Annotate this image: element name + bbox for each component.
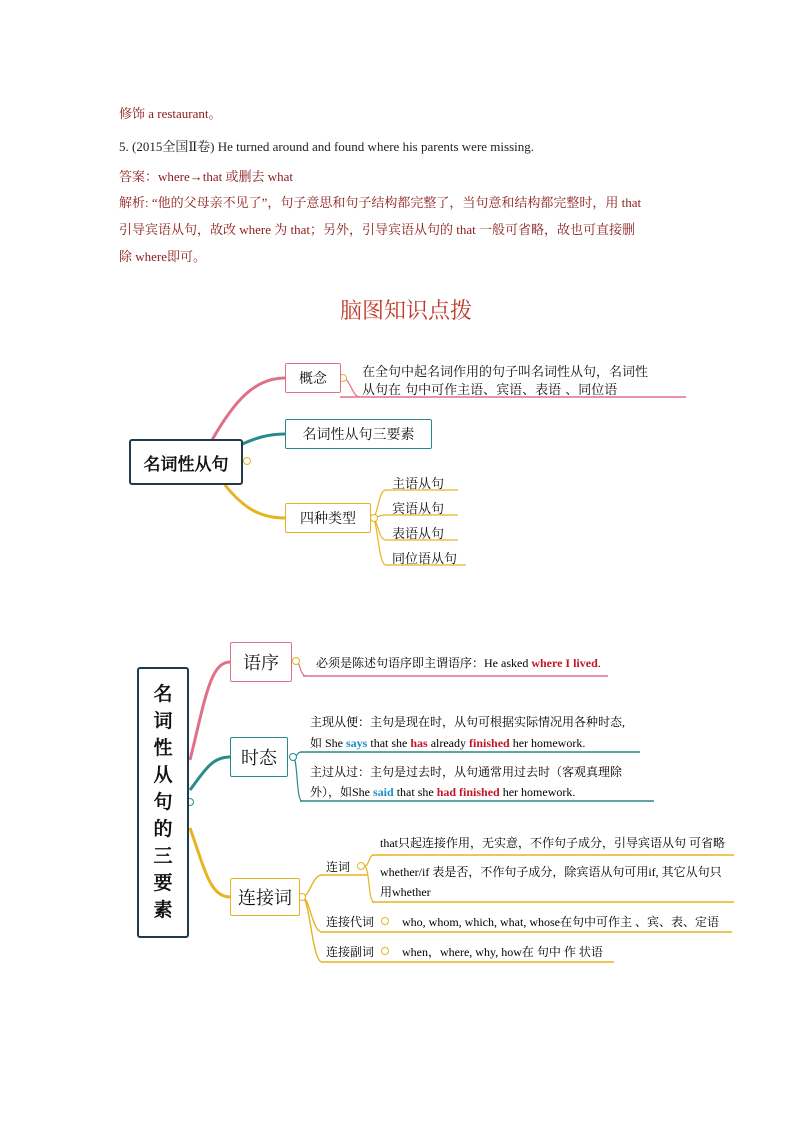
type-predicative: 表语从句: [392, 527, 445, 542]
adv-text: when，where, why, how在 句中 作 状语: [402, 945, 603, 959]
intro-line1: 修饰 a restaurant。: [119, 106, 222, 121]
tense-b-pre: 外），如She: [310, 785, 374, 799]
tense-a-says: says: [346, 736, 368, 750]
tense-node: 时态: [230, 737, 288, 777]
root-char: 素: [153, 899, 173, 921]
concept-node: 概念: [285, 363, 341, 393]
word-order-node: 语序: [230, 642, 292, 682]
type-subject: 主语从句: [392, 477, 445, 492]
connectors-node: 连接词: [230, 878, 300, 916]
tense-b-post: her homework.: [499, 785, 576, 799]
conj-label: 连词: [326, 860, 351, 874]
pron-label: 连接代词: [326, 915, 375, 929]
map2-root-node: [137, 667, 189, 938]
tense-a-mid2: already: [427, 736, 470, 750]
word-order-text: [316, 654, 601, 671]
tense-b-line2: [310, 783, 575, 800]
root-char: 词: [153, 710, 173, 732]
root-char: 三: [153, 845, 173, 867]
map1-root-node: 名词性从句: [129, 439, 243, 485]
pron-text: who, whom, which, what, whose在句中可作主 、宾、表、定语: [402, 915, 719, 929]
concept-text-line2: 从句在 句中可作主语、宾语、表语 、同位语: [362, 383, 618, 398]
tense-b-mid1: that she: [393, 785, 437, 799]
conj-whether-line1: whether/if 表是否，不作句子成分，除宾语从句可用if, 其它从句只: [380, 865, 722, 879]
root-char: 名: [153, 683, 173, 705]
analysis-line3: 除 where即可。: [119, 249, 207, 264]
tense-b-said: said: [373, 785, 394, 799]
root-char: 要: [153, 872, 173, 894]
question-5: 5. (2015全国Ⅱ卷) He turned around and found where his parents were missing.: [119, 139, 534, 154]
tense-a-line2: [310, 734, 585, 751]
conj-that-text: that只起连接作用，无实意，不作句子成分，引导宾语从句 可省略: [380, 836, 725, 850]
tense-b-had-finished: had finished: [436, 785, 500, 799]
root-char: 从: [153, 764, 173, 786]
tense-a-post: her homework.: [509, 736, 586, 750]
word-order-text-pre: 必须是陈述句语序即主谓语序：He asked: [316, 656, 532, 670]
tense-a-mid1: that she: [367, 736, 411, 750]
analysis-line2: 引导宾语从句，故改 where 为 that；另外，引导宾语从句的 that 一般可省略，故也可直接删: [119, 222, 635, 237]
type-object: 宾语从句: [392, 502, 445, 517]
root-char: 性: [153, 737, 173, 759]
tense-b-line1: 主过从过：主句是过去时，从句通常用过去时（客观真理除: [310, 765, 623, 779]
word-order-text-post: .: [597, 656, 601, 670]
tense-a-has: has: [410, 736, 428, 750]
three-elements-node: 名词性从句三要素: [285, 419, 432, 449]
conj-whether-line2: 用whether: [380, 885, 431, 899]
root-char: 的: [153, 818, 173, 840]
type-appositive: 同位语从句: [392, 552, 458, 567]
word-order-keyword: where I lived: [531, 656, 598, 670]
tense-a-pre: 如 She: [310, 736, 347, 750]
four-types-node: 四种类型: [285, 503, 371, 533]
concept-text-line1: 在全句中起名词作用的句子叫名词性从句，名词性: [362, 365, 649, 380]
analysis-line1: 解析: “他的父母亲不见了”，句子意思和句子结构都完整了，当句意和结构都完整时，用 that: [119, 195, 642, 210]
tense-a-line1: 主现从便：主句是现在时，从句可根据实际情况用各种时态,: [310, 715, 626, 729]
answer: 答案：where→that 或删去 what: [119, 169, 294, 184]
adv-label: 连接副词: [326, 945, 375, 959]
tense-a-finished: finished: [469, 736, 510, 750]
root-char: 句: [153, 791, 173, 813]
section-title: 脑图知识点拨: [340, 299, 473, 324]
